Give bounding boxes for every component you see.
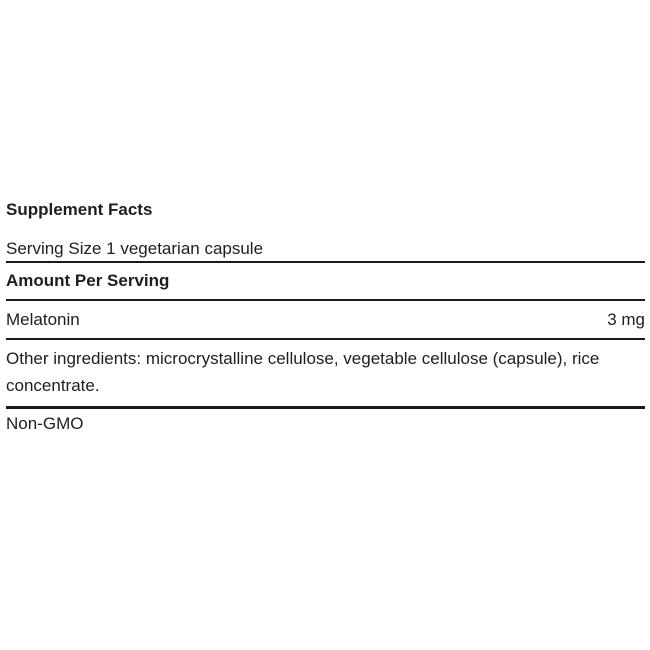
serving-size: Serving Size 1 vegetarian capsule — [6, 239, 264, 258]
supplement-facts-panel — [6, 196, 645, 437]
amount-per-serving-header: Amount Per Serving — [6, 271, 170, 290]
nutrient-row — [6, 301, 645, 338]
nutrient-name: Melatonin — [6, 310, 80, 329]
non-gmo-note: Non-GMO — [6, 414, 84, 433]
panel-title: Supplement Facts — [6, 200, 153, 219]
other-ingredients: Other ingredients: microcrystalline cellulose, vegetable cellulose (capsule), rice concentrate. — [6, 349, 600, 395]
nutrient-amount: 3 mg — [607, 310, 645, 329]
